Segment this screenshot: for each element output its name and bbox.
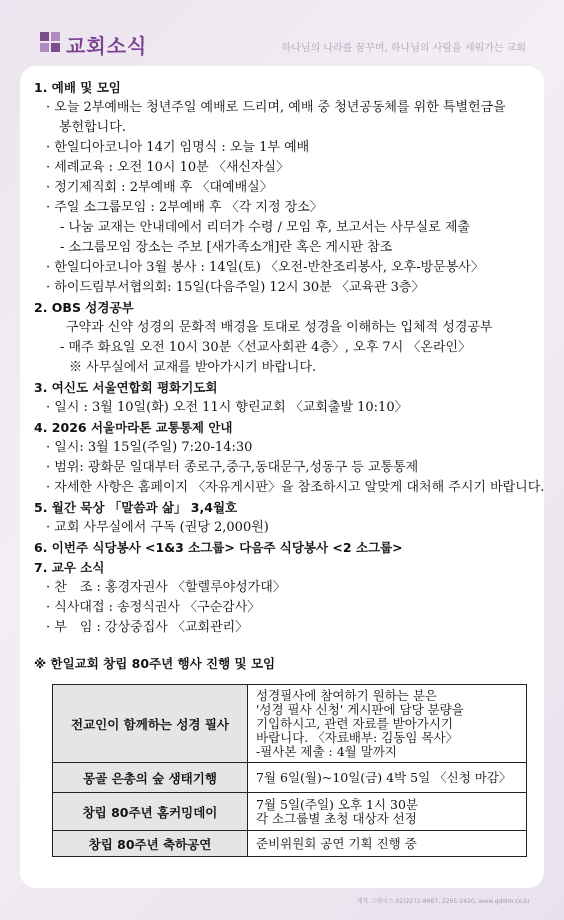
section-line: · 하이드림부서협의회: 15일(다음주일) 12시 30분 〈교육관 3층〉 bbox=[46, 280, 425, 295]
section-line: · 교회 사무실에서 구독 (권당 2,000원) bbox=[46, 520, 269, 535]
section-line: 봉헌합니다. bbox=[59, 120, 126, 135]
event-detail bbox=[248, 831, 527, 857]
section-line: · 부 임 : 강상중집사 〈교회관리〉 bbox=[46, 620, 249, 635]
event-row bbox=[53, 763, 527, 793]
event-detail-line: 각 소그룹별 초청 대상자 선정 bbox=[256, 810, 417, 826]
section-line: · 한일디아코니아 3월 봉사 : 14일(토) 〈오전-반찬조리봉사, 오후-방문봉사〉 bbox=[46, 260, 484, 275]
footer-credit: 제작 그레이스 02)2272-8667, 2265-2420, www.gdolm.co.kr bbox=[356, 898, 530, 905]
section-heading: 2. OBS 성경공부 bbox=[34, 300, 134, 315]
section-line: ※ 사무실에서 교재를 받아가시기 바랍니다. bbox=[69, 360, 317, 375]
section-heading: 3. 여신도 서울연합회 평화기도회 bbox=[34, 380, 218, 395]
section-line: - 매주 화요일 오전 10시 30분〈선교사회관 4층〉, 오후 7시 〈온라인〉 bbox=[60, 340, 472, 355]
section-line: · 주일 소그룹모임 : 2부예배 후 〈각 지정 장소〉 bbox=[46, 200, 323, 215]
page-title: 교회소식 bbox=[66, 34, 148, 58]
event-detail-line: '성경 필사 신청' 게시판에 담당 분량을 bbox=[256, 701, 464, 717]
section-line: 구약과 신약 성경의 문화적 배경을 토대로 성경을 이해하는 입체적 성경공부 bbox=[66, 320, 493, 335]
section-line: · 정기제직회 : 2부예배 후 〈대예배실〉 bbox=[46, 180, 273, 195]
event-row bbox=[53, 793, 527, 831]
section-line: · 일시 : 3월 10일(화) 오전 11시 향린교회 〈교회출발 10:10〉 bbox=[46, 400, 408, 415]
logo-icon bbox=[40, 32, 60, 52]
section-line: - 나눔 교재는 안내데에서 리더가 수령 / 모임 후, 보고서는 사무실로 제출 bbox=[60, 220, 470, 235]
church-motto: 하나님의 나라를 꿈꾸며, 하나님의 사람을 세워가는 교회 bbox=[281, 43, 526, 54]
event-name: 몽골 은총의 숲 생태기행 bbox=[53, 763, 248, 793]
section-line: · 오늘 2부예배는 청년주일 예배로 드리며, 예배 중 청년공동체를 위한 특별헌금을 bbox=[46, 100, 506, 115]
event-detail-line: 준비위원회 공연 기획 진행 중 bbox=[256, 835, 417, 851]
events-table bbox=[52, 684, 527, 857]
section-heading: 5. 월간 묵상 「말씀과 삶」 3,4월호 bbox=[34, 500, 238, 515]
section-heading: 6. 이번주 식당봉사 <1&3 소그룹> 다음주 식당봉사 <2 소그룹> bbox=[34, 540, 403, 555]
event-detail-line: 성경필사에 참여하기 원하는 분은 bbox=[256, 687, 437, 703]
event-detail-line: -필사본 제출 : 4월 말까지 bbox=[256, 743, 397, 759]
section-heading: 7. 교우 소식 bbox=[34, 560, 105, 575]
event-detail-line: 7월 5일(주일) 오후 1시 30분 bbox=[256, 796, 419, 812]
header bbox=[0, 0, 564, 66]
section-line: · 일시: 3월 15일(주일) 7:20-14:30 bbox=[46, 440, 253, 455]
event-row bbox=[53, 831, 527, 857]
event-detail-line: 7월 6일(월)~10일(금) 4박 5일 〈신청 마감〉 bbox=[256, 769, 512, 785]
event-detail-line: 기입하시고, 관련 자료를 받아가시기 bbox=[256, 715, 454, 731]
section-heading: 4. 2026 서울마라톤 교통통제 안내 bbox=[34, 420, 233, 435]
event-name: 창립 80주년 축하공연 bbox=[53, 831, 248, 857]
event-detail bbox=[248, 685, 527, 763]
event-row bbox=[53, 685, 527, 763]
section-line: · 식사대접 : 송정식권사 〈구순감사〉 bbox=[46, 600, 261, 615]
anniversary-heading: ※ 한일교회 창립 80주년 행사 진행 및 모임 bbox=[34, 656, 276, 671]
section-line: - 소그룹모임 장소는 주보 [새가족소개]란 혹은 게시판 참조 bbox=[60, 240, 393, 255]
section-line: · 범위: 광화문 일대부터 종로구,중구,동대문구,성동구 등 교통통제 bbox=[46, 460, 419, 475]
event-detail bbox=[248, 763, 527, 793]
event-detail bbox=[248, 793, 527, 831]
event-name: 창립 80주년 홈커밍데이 bbox=[53, 793, 248, 831]
section-line: · 찬 조 : 홍경자권사 〈할렐루야성가대〉 bbox=[46, 580, 286, 595]
section-heading: 1. 예배 및 모임 bbox=[34, 80, 121, 95]
news-list bbox=[34, 78, 545, 638]
event-detail-line: 바랍니다. 〈자료배부: 김동임 목사〉 bbox=[256, 729, 459, 745]
section-line: · 자세한 사항은 홈페이지 〈자유게시판〉을 참조하시고 알맞게 대처해 주시기 바랍니다. bbox=[46, 480, 545, 495]
event-name: 전교인이 함께하는 성경 필사 bbox=[53, 685, 248, 763]
section-line: · 세례교육 : 오전 10시 10분 〈새신자실〉 bbox=[46, 160, 290, 175]
section-line: · 한일디아코니아 14기 임명식 : 오늘 1부 예배 bbox=[46, 140, 310, 155]
